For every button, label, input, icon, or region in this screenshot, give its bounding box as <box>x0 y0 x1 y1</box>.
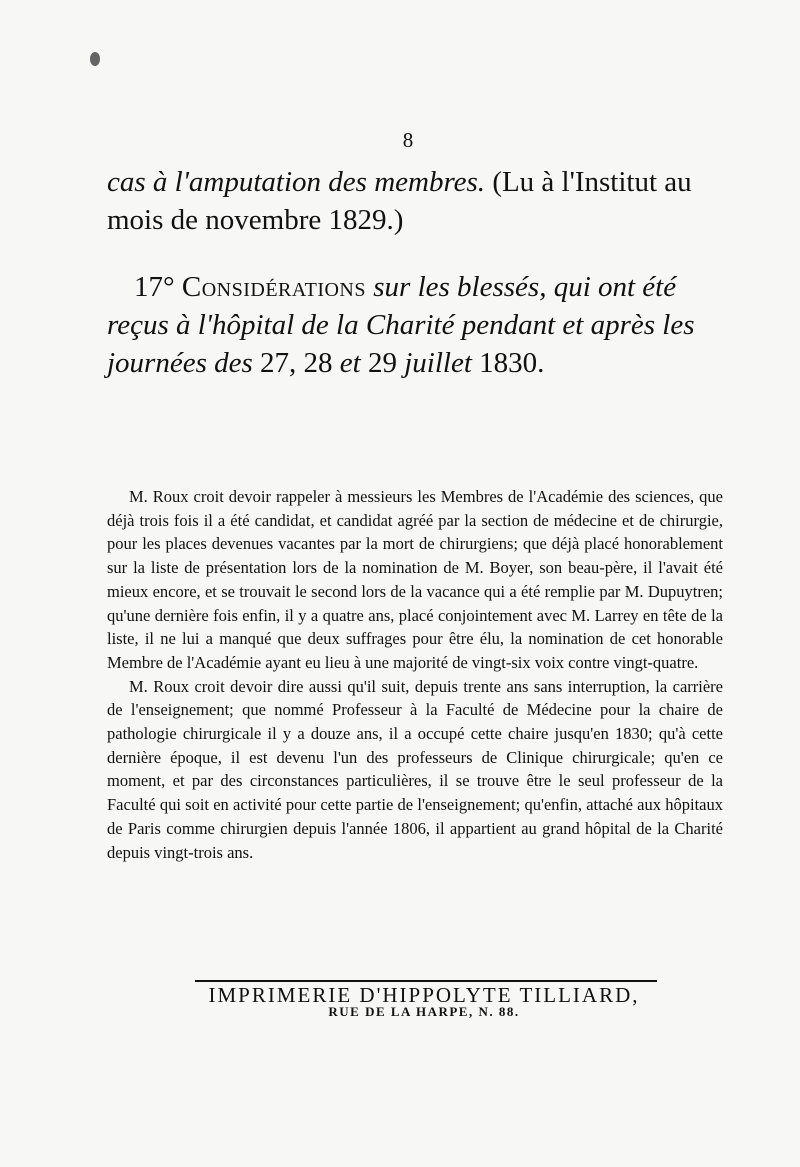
entry-title-roman-3: 1830. <box>479 347 545 379</box>
continued-paragraph-italic: cas à l'amputation des membres. <box>107 166 486 198</box>
numbered-entry <box>107 268 732 382</box>
entry-title-roman-1: 27, 28 <box>260 347 333 379</box>
footer-rule <box>195 980 657 982</box>
entry-number: 17° <box>134 271 175 303</box>
entry-title-italic-3: juillet <box>404 347 472 379</box>
entry-title-italic-1: sur les blessés, qui ont été reçus à l'hôpital de la Charité pendant et après les journées des <box>107 271 695 379</box>
page-number: 8 <box>402 128 414 152</box>
printer-address: RUE DE LA HARPE, N. 88. <box>328 1004 520 1019</box>
body-paragraph-1: M. Roux croit devoir rappeler à messieurs les Membres de l'Académie des sciences, que déjà trois fois il a été candidat, et candidat agréé par la section de médecine et de chirurgie, pour les places devenues vacantes par la mort de chirurgiens; que déjà placé honorablement sur la liste de présentation lors de la nomination de M. Boyer, son beau-père, il l'avait été mieux encore, et se trouvait le second lors de la vacance qui a été remplie par M. Dupuytren; qu'une dernière fois enfin, il y a quatre ans, placé conjointement avec M. Larrey en tête de la liste, il ne lui a manqué que deux suffrages pour être élu, la nomination de cet honorable Membre de l'Académie ayant eu lieu à une majorité de vingt-six voix contre vingt-quatre. <box>107 487 723 672</box>
printer-name: IMPRIMERIE D'HIPPOLYTE TILLIARD, <box>208 983 640 1007</box>
body-paragraph-2: M. Roux croit devoir dire aussi qu'il suit, depuis trente ans sans interruption, la carrière de l'enseignement; que nommé Professeur à la Faculté de Médecine pour la chaire de pathologie chirurgicale il y a douze ans, il a occupé cette chaire jusqu'en 1830; qu'à cette dernière époque, il est devenu l'un des professeurs de Clinique chirurgicale; qu'en ce moment, et par des circonstances particulières, il se trouve être le seul professeur de la Faculté qui soit en activité pour cette partie de l'enseignement; qu'enfin, attaché aux hôpitaux de Paris comme chirurgien depuis l'année 1806, il appartient au grand hôpital de la Charité depuis vingt-trois ans. <box>107 676 723 862</box>
body-text <box>107 485 723 864</box>
entry-heading: Considérations <box>181 271 366 303</box>
continued-paragraph <box>107 163 737 239</box>
ink-spot <box>90 52 100 66</box>
entry-title-roman-2: 29 <box>367 347 397 379</box>
entry-title-italic-2: et <box>339 347 361 379</box>
continued-paragraph-roman: (Lu à l'Institut au mois de novembre 1829.) <box>107 166 692 236</box>
